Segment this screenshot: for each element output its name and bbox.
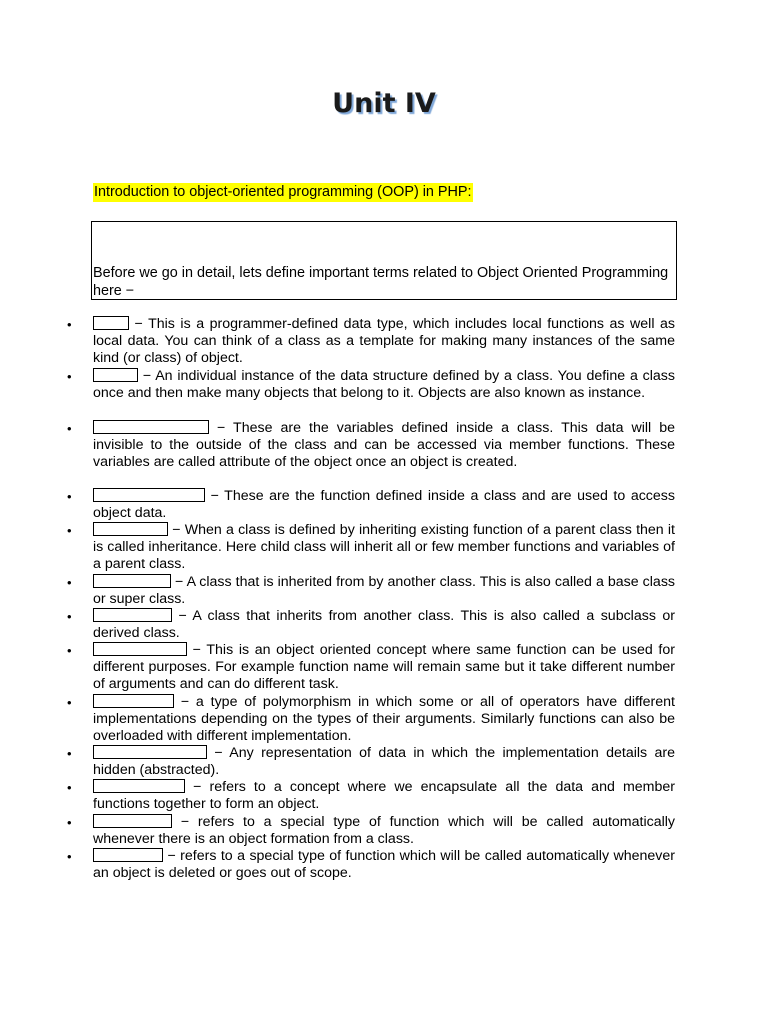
bullet: • [67, 780, 72, 795]
section-heading: Introduction to object-oriented programming (OOP) in PHP: [94, 184, 472, 200]
term-item [67, 574, 676, 608]
term-text: − refers to a special type of function which will be called automatically whenever there is an object formation from a class. [93, 814, 675, 848]
blank-box [93, 694, 174, 708]
blank-box [93, 574, 171, 588]
term-text: − This is a programmer-defined data type, which includes local functions as well as local data. You can think of a class as a template for making many instances of the same kind (or class) of object. [93, 316, 675, 367]
blank-box [93, 522, 168, 536]
bullet: • [67, 489, 72, 504]
term-item [67, 316, 675, 368]
blank-box [93, 848, 163, 862]
term-item [67, 608, 675, 642]
blank-box [93, 745, 207, 759]
term-text: − a type of polymorphism in which some or all of operators have different implementations depending on the types of their arguments. Similarly functions can also be overloaded with different implementation. [93, 694, 675, 745]
bullet: • [67, 523, 72, 538]
blank-box [93, 642, 187, 656]
term-text: − Any representation of data in which the implementation details are hidden (abstracted). [93, 745, 675, 779]
bullet: • [67, 575, 72, 590]
bullet: • [67, 815, 72, 830]
term-text: − An individual instance of the data structure defined by a class. You define a class once and then make many objects that belong to it. Objects are also known as instance. [93, 368, 675, 402]
bullet: • [67, 746, 72, 761]
term-item [67, 745, 675, 779]
blank-box [93, 608, 172, 622]
bullet: • [67, 369, 72, 384]
bullet: • [67, 695, 72, 710]
page-title: Unit IV [332, 88, 436, 119]
term-text: − A class that is inherited from by another class. This is also called a base class or super class. [93, 574, 676, 608]
term-text: − This is an object oriented concept where same function can be used for different purposes. For example function name will remain same but it take different number of arguments and can do different task. [93, 642, 675, 693]
intro-text: Before we go in detail, lets define important terms related to Object Oriented Programming here − [93, 265, 669, 299]
term-item [67, 368, 675, 402]
term-text: − refers to a concept where we encapsulate all the data and member functions together to form an object. [93, 779, 675, 813]
term-text: − These are the function defined inside a class and are used to access object data. [93, 488, 675, 522]
term-item [67, 488, 675, 522]
bullet: • [67, 421, 72, 436]
term-item [67, 848, 675, 882]
term-item [67, 420, 675, 472]
blank-box [93, 316, 129, 330]
bullet: • [67, 849, 72, 864]
term-text: − A class that inherits from another class. This is also called a subclass or derived class. [93, 608, 675, 642]
term-item [67, 522, 675, 574]
blank-box [93, 420, 209, 434]
term-item [67, 642, 675, 694]
term-text: − These are the variables defined inside a class. This data will be invisible to the outside of the class and can be accessed via member functions. These variables are called attribute of the object once an object is created. [93, 420, 675, 471]
bullet: • [67, 643, 72, 658]
term-item [67, 779, 675, 813]
term-item [67, 694, 675, 746]
blank-box [93, 779, 185, 793]
term-item [67, 814, 675, 848]
blank-box [93, 368, 138, 382]
blank-box [93, 488, 205, 502]
term-text: − When a class is defined by inheriting existing function of a parent class then it is called inheritance. Here child class will inherit all or few member functions and variables of a parent class. [93, 522, 675, 573]
blank-box [93, 814, 172, 828]
bullet: • [67, 609, 72, 624]
term-text: − refers to a special type of function which will be called automatically whenever an object is deleted or goes out of scope. [93, 848, 675, 882]
bullet: • [67, 317, 72, 332]
